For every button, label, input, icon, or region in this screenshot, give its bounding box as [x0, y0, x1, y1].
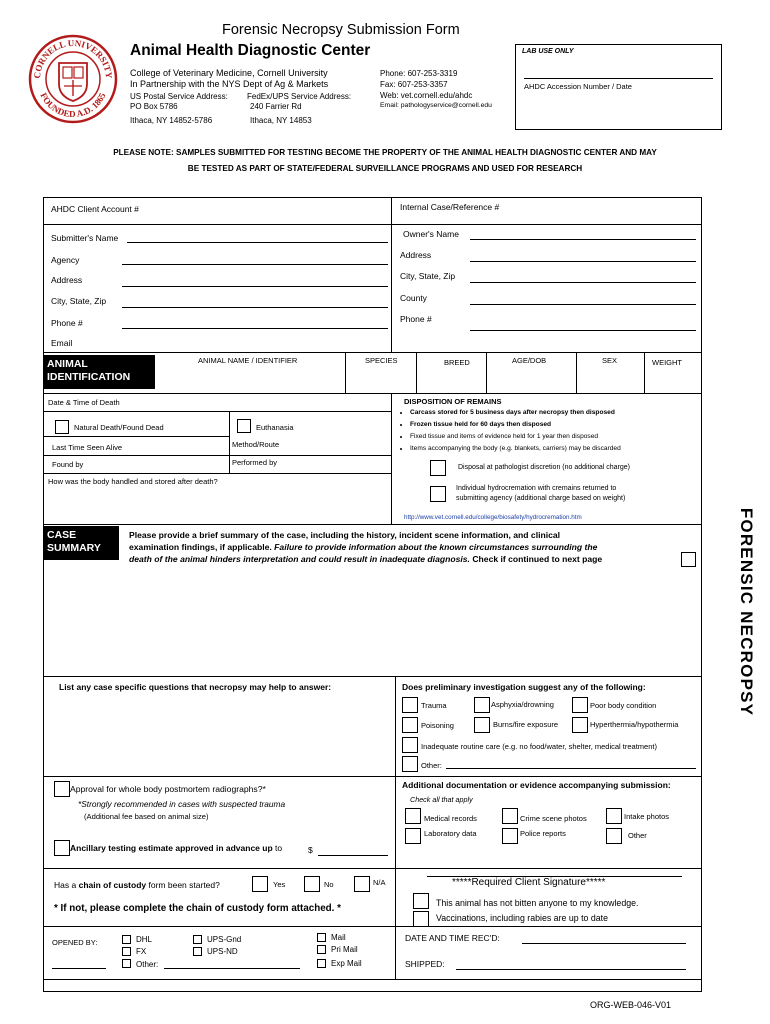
org-line-1: College of Veterinary Medicine, Cornell University: [130, 68, 328, 78]
last-seen-label: Last Time Seen Alive: [52, 443, 123, 452]
police-reports-checkbox[interactable]: [502, 828, 518, 844]
hyperthermia-label: Hyperthermia/hypothermia: [590, 720, 679, 729]
poor-body-checkbox[interactable]: [572, 697, 588, 713]
intake-photos-label: Intake photos: [624, 812, 670, 821]
usps-line-2: Ithaca, NY 14852-5786: [130, 116, 213, 125]
owner-phone-label: Phone #: [400, 314, 432, 324]
radiographs-checkbox[interactable]: [54, 781, 70, 797]
trauma-label: Trauma: [421, 701, 447, 710]
county-field[interactable]: [470, 304, 696, 305]
address-label: Address: [51, 275, 83, 285]
radiographs-note-1: *Strongly recommended in cases with suspected trauma: [78, 799, 286, 809]
custody-no-checkbox[interactable]: [304, 876, 320, 892]
date-time-death-label: Date & Time of Death: [48, 398, 120, 407]
shipped-label: SHIPPED:: [405, 959, 445, 969]
ups-gnd-checkbox[interactable]: [193, 935, 202, 944]
custody-na-checkbox[interactable]: [354, 876, 370, 892]
hydrocremation-label-1: Individual hydrocremation with cremains returned to: [456, 485, 617, 492]
disposition-bullet: • Frozen tissue held for 60 days then disposed: [410, 419, 621, 431]
client-account-label: AHDC Client Account #: [51, 204, 139, 214]
notice-line-1: PLEASE NOTE: SAMPLES SUBMITTED FOR TESTING BECOME THE PROPERTY OF THE ANIMAL HEALTH DIAGNOSTIC CENTER AND MAY: [113, 148, 657, 157]
case-summary-area[interactable]: [44, 570, 701, 675]
seal-bottom-text: FOUNDED A.D. 1865: [38, 91, 108, 120]
case-summary-header-line-2: SUMMARY: [47, 542, 101, 555]
owner-name-field[interactable]: [470, 239, 696, 240]
address-field[interactable]: [122, 286, 388, 287]
university-seal: [28, 34, 118, 124]
natural-death-label: Natural Death/Found Dead: [74, 423, 164, 432]
other-doc-checkbox[interactable]: [606, 828, 622, 844]
animal-id-header-line-2: IDENTIFICATION: [47, 371, 131, 384]
col-sex: SEX: [602, 356, 618, 365]
asphyxia-checkbox[interactable]: [474, 697, 490, 713]
animal-id-header-line-1: ANIMAL: [47, 358, 88, 370]
other-prelim-label: Other:: [421, 761, 442, 770]
owner-address-label: Address: [400, 250, 432, 260]
inadequate-care-label: Inadequate routine care (e.g. no food/water, shelter, medical treatment): [421, 742, 657, 751]
col-breed: BREED: [444, 358, 470, 367]
ups-gnd-label: UPS-Gnd: [207, 935, 242, 944]
poisoning-checkbox[interactable]: [402, 717, 418, 733]
poor-body-label: Poor body condition: [590, 701, 657, 710]
case-summary-intro-2: examination findings, if applicable.: [129, 542, 272, 552]
signature-label: *****Required Client Signature*****: [452, 877, 606, 888]
hyperthermia-checkbox[interactable]: [572, 717, 588, 733]
documentation-label: Additional documentation or evidence accompanying submission:: [402, 780, 671, 790]
owner-city-label: City, State, Zip: [400, 271, 456, 281]
custody-question-bold: chain of custody: [78, 880, 147, 890]
ancillary-label: [70, 843, 282, 853]
accession-label: AHDC Accession Number / Date: [524, 82, 632, 91]
phone-label: Phone #: [51, 318, 83, 328]
vaccinations-label: Vaccinations, including rabies are up to date: [436, 913, 608, 923]
side-label: FORENSIC NECROPSY: [737, 507, 756, 717]
asphyxia-label: Asphyxia/drowning: [491, 700, 554, 709]
city-field[interactable]: [122, 307, 388, 308]
exp-mail-checkbox[interactable]: [317, 959, 326, 968]
lab-data-label: Laboratory data: [424, 829, 477, 838]
disposition-bullet: • Items accompanying the body (e.g. blankets, carriers) may be discarded: [410, 443, 621, 455]
custody-question-post: form been started?: [148, 880, 220, 890]
intake-photos-checkbox[interactable]: [606, 808, 622, 824]
lab-use-label: LAB USE ONLY: [522, 48, 574, 55]
other-prelim-field[interactable]: [446, 768, 696, 769]
case-summary-instructions: [129, 529, 602, 565]
form-title: Forensic Necropsy Submission Form: [222, 22, 460, 38]
medical-records-label: Medical records: [424, 814, 477, 823]
questions-label: List any case specific questions that necropsy may help to answer:: [59, 682, 332, 692]
animal-id-header: [43, 355, 155, 389]
vaccinations-checkbox[interactable]: [413, 911, 429, 927]
center-name: Animal Health Diagnostic Center: [130, 42, 371, 59]
lab-use-box: [515, 44, 722, 130]
disposition-bullet: • Fixed tissue and items of evidence held for 1 year then disposed: [410, 431, 621, 443]
dhl-checkbox[interactable]: [122, 935, 131, 944]
inadequate-care-checkbox[interactable]: [402, 737, 418, 753]
fx-label: FX: [136, 947, 147, 956]
burns-label: Burns/fire exposure: [493, 720, 559, 729]
other-ship-label: Other:: [136, 960, 159, 969]
check-all-label: Check all that apply: [410, 795, 473, 804]
euthanasia-checkbox[interactable]: [237, 419, 251, 433]
euthanasia-label: Euthanasia: [256, 423, 294, 432]
date-recd-label: DATE AND TIME REC'D:: [405, 933, 500, 943]
burns-checkbox[interactable]: [474, 717, 490, 733]
case-summary-header: [43, 526, 119, 560]
dollar-sign: $: [308, 845, 313, 855]
phone-field[interactable]: [122, 328, 388, 329]
agency-field[interactable]: [122, 264, 388, 265]
other-ship-field[interactable]: [164, 968, 300, 969]
opened-by-label: OPENED BY:: [52, 938, 98, 947]
fedex-line-2: Ithaca, NY 14853: [250, 116, 312, 125]
continued-label: Check if continued to next page: [472, 554, 603, 564]
performed-by-label: Performed by: [232, 458, 278, 467]
continued-checkbox[interactable]: [681, 552, 696, 567]
opened-by-field[interactable]: [52, 968, 106, 969]
col-age: AGE/DOB: [512, 356, 547, 365]
case-summary-warning-2: death of the animal hinders interpretation and could result in inadequate diagnosis.: [129, 554, 470, 564]
svg-text:CORNELL UNIVERSITY: [32, 38, 114, 80]
form-code: ORG-WEB-046-V01: [590, 1000, 672, 1010]
ups-nd-label: UPS-ND: [207, 947, 238, 956]
submitter-name-field[interactable]: [127, 242, 388, 243]
city-label: City, State, Zip: [51, 296, 107, 306]
center-fax: Fax: 607-253-3357: [380, 80, 448, 89]
owner-name-label: Owner's Name: [403, 229, 459, 239]
ancillary-label-bold: Ancillary testing estimate approved in advance up: [70, 843, 273, 853]
date-recd-field[interactable]: [522, 943, 686, 944]
pri-mail-label: Pri Mail: [331, 945, 358, 954]
body-handled-label: How was the body handled and stored after death?: [48, 477, 218, 486]
other-prelim-checkbox[interactable]: [402, 756, 418, 772]
notice: [40, 145, 730, 177]
ancillary-label-rest: to: [275, 843, 283, 853]
lab-data-checkbox[interactable]: [405, 828, 421, 844]
county-label: County: [400, 293, 427, 303]
exp-mail-label: Exp Mail: [331, 959, 362, 968]
owner-city-field[interactable]: [470, 282, 696, 283]
fx-checkbox[interactable]: [122, 947, 131, 956]
crime-scene-checkbox[interactable]: [502, 808, 518, 824]
internal-ref-label: Internal Case/Reference #: [400, 202, 500, 212]
other-doc-label: Other: [628, 831, 647, 840]
not-bitten-checkbox[interactable]: [413, 893, 429, 909]
questions-area[interactable]: [44, 695, 394, 775]
disposal-discretion-checkbox[interactable]: [430, 460, 446, 476]
center-email: Email: pathologyservice@cornell.edu: [380, 102, 492, 109]
hydrocremation-link[interactable]: http://www.vet.cornell.edu/college/biosafety/hydrocremation.htm: [404, 514, 582, 521]
police-reports-label: Police reports: [520, 829, 566, 838]
custody-question-pre: Has a: [54, 880, 77, 890]
agency-label: Agency: [51, 255, 80, 265]
email-label: Email: [51, 338, 73, 348]
fedex-label: FedEx/UPS Service Address:: [247, 92, 352, 101]
center-phone: Phone: 607-253-3319: [380, 69, 458, 78]
case-summary-warning: Failure to provide information about the known circumstances surrounding the: [274, 542, 598, 552]
disposal-discretion-label: Disposal at pathologist discretion (no additional charge): [458, 464, 630, 471]
col-weight: WEIGHT: [652, 358, 682, 367]
mail-label: Mail: [331, 933, 346, 942]
custody-yes-label: Yes: [273, 880, 286, 889]
org-line-2: In Partnership with the NYS Dept of Ag & Markets: [130, 79, 329, 89]
preliminary-label: Does preliminary investigation suggest any of the following:: [402, 682, 646, 692]
other-ship-checkbox[interactable]: [122, 959, 131, 968]
center-web: Web: vet.cornell.edu/ahdc: [380, 91, 473, 100]
trauma-checkbox[interactable]: [402, 697, 418, 713]
custody-na-label: N/A: [373, 878, 386, 887]
custody-note: * If not, please complete the chain of custody form attached. *: [54, 903, 341, 914]
dhl-label: DHL: [136, 935, 153, 944]
pri-mail-checkbox[interactable]: [317, 945, 326, 954]
medical-records-checkbox[interactable]: [405, 808, 421, 824]
poisoning-label: Poisoning: [421, 721, 454, 730]
usps-label: US Postal Service Address:: [130, 92, 228, 101]
case-summary-intro: Please provide a brief summary of the case, including the history, incident scene information, and clinical: [129, 530, 561, 540]
col-species: SPECIES: [365, 356, 398, 365]
disposition-title: DISPOSITION OF REMAINS: [404, 397, 502, 406]
disposition-bullet: • Carcass stored for 5 business days after necropsy then disposed: [410, 407, 621, 419]
crime-scene-label: Crime scene photos: [520, 814, 587, 823]
case-summary-header-line-1: CASE: [47, 529, 77, 541]
seal-top-text: CORNELL UNIVERSITY: [31, 37, 115, 79]
custody-yes-checkbox[interactable]: [252, 876, 268, 892]
usps-line-1: PO Box 5786: [130, 102, 178, 111]
notice-line-2: BE TESTED AS PART OF STATE/FEDERAL SURVEILLANCE PROGRAMS AND USED FOR RESEARCH: [187, 164, 583, 173]
custody-question: [54, 880, 220, 890]
shipped-field[interactable]: [456, 969, 686, 970]
hydrocremation-label-2: submitting agency (additional charge based on weight): [456, 495, 626, 502]
found-by-label: Found by: [52, 460, 84, 469]
ancillary-checkbox[interactable]: [54, 840, 70, 856]
radiographs-label: Approval for whole body postmortem radiographs?*: [70, 784, 266, 794]
custody-no-label: No: [324, 880, 334, 889]
owner-phone-field[interactable]: [470, 330, 696, 331]
ups-nd-checkbox[interactable]: [193, 947, 202, 956]
radiographs-note-2: (Additional fee based on animal size): [84, 812, 209, 821]
not-bitten-label: This animal has not bitten anyone to my knowledge.: [436, 898, 639, 908]
method-label: Method/Route: [232, 440, 280, 449]
col-animal-name: ANIMAL NAME / IDENTIFIER: [198, 356, 298, 365]
ancillary-amount-field[interactable]: [318, 855, 388, 856]
submitter-label: Submitter's Name: [51, 233, 119, 243]
owner-address-field[interactable]: [470, 261, 696, 262]
hydrocremation-checkbox[interactable]: [430, 486, 446, 502]
disposition-bullets: [398, 407, 621, 455]
mail-checkbox[interactable]: [317, 933, 326, 942]
natural-death-checkbox[interactable]: [55, 420, 69, 434]
fedex-line-1: 240 Farrier Rd: [250, 102, 302, 111]
